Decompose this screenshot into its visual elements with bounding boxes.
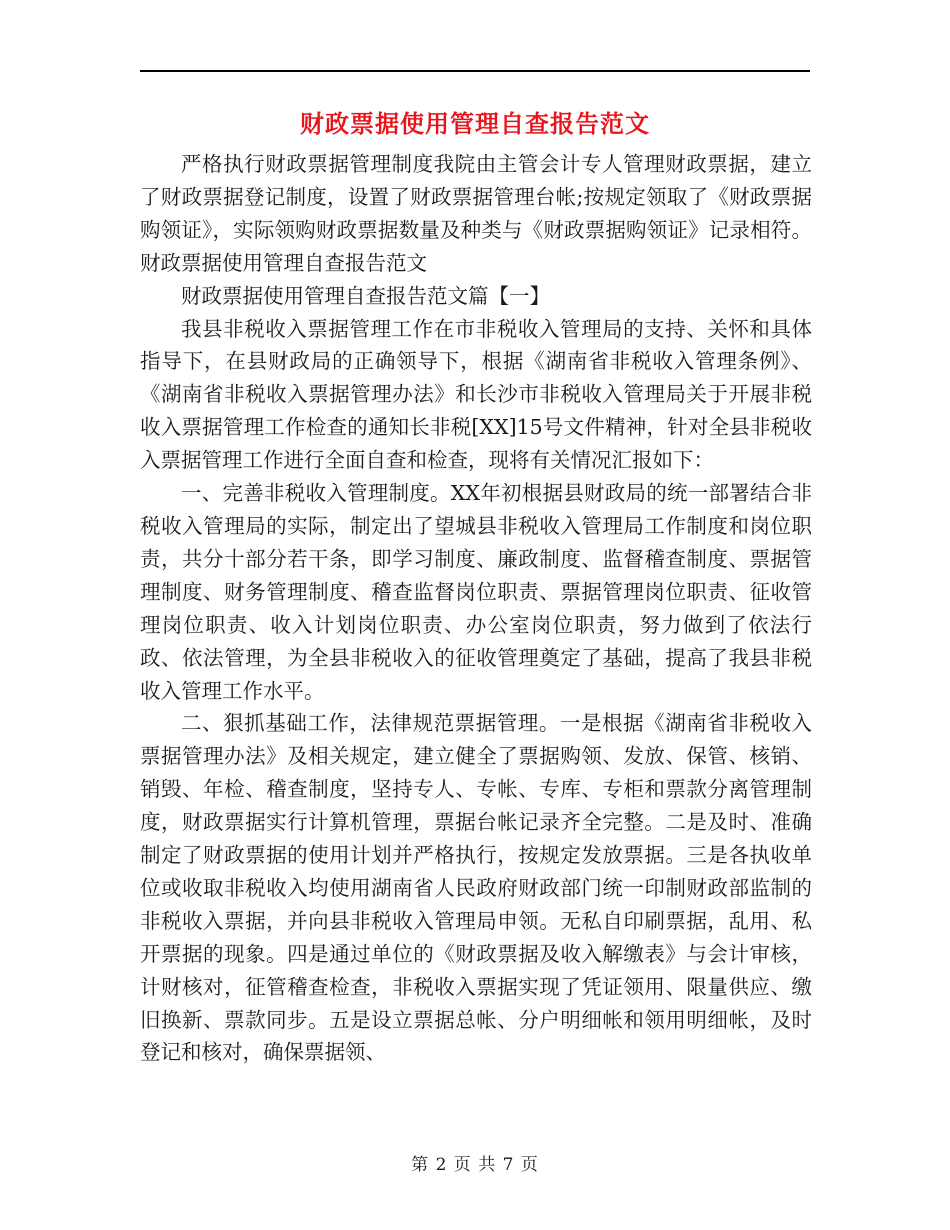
paragraph-intro: 严格执行财政票据管理制度我院由主管会计专人管理财政票据，建立了财政票据登记制度，设置了财政票据管理台帐;按规定领取了《财政票据购领证》，实际领购财政票据数量及种类与《财政票据购领证》记录相符。财政票据使用管理自查报告范文 bbox=[140, 152, 812, 275]
page-footer bbox=[0, 1150, 950, 1175]
paragraph-point-one: 一、完善非税收入管理制度。XX年初根据县财政局的统一部署结合非税收入管理局的实际，制定出了望城县非税收入管理局工作制度和岗位职责，共分十部分若干条，即学习制度、廉政制度、监督稽查制度、票据管理制度、财务管理制度、稽查监督岗位职责、票据管理岗位职责、征收管理岗位职责、收入计划岗位职责、办公室岗位职责，努力做到了依法行政、依法管理，为全县非税收入的征收管理奠定了基础，提高了我县非税收入管理工作水平。 bbox=[140, 481, 812, 703]
document-body bbox=[140, 148, 812, 1069]
paragraph-section-heading: 财政票据使用管理自查报告范文篇【一】 bbox=[181, 283, 550, 308]
header-rule bbox=[140, 70, 810, 72]
paragraph-point-two: 二、狠抓基础工作，法律规范票据管理。一是根据《湖南省非税收入票据管理办法》及相关规定，建立健全了票据购领、发放、保管、核销、销毁、年检、稽查制度，坚持专人、专帐、专库、专柜和票款分离管理制度，财政票据实行计算机管理，票据台帐记录齐全完整。二是及时、准确制定了财政票据的使用计划并严格执行，按规定发放票据。三是各执收单位或收取非税收入均使用湖南省人民政府财政部门统一印制财政部监制的非税收入票据，并向县非税收入管理局申领。无私自印刷票据，乱用、私开票据的现象。四是通过单位的《财政票据及收入解缴表》与会计审核，计财核对，征管稽查检查，非税收入票据实现了凭证领用、限量供应、缴旧换新、票款同步。五是设立票据总帐、分户明细帐和领用明细帐，及时登记和核对，确保票据领、 bbox=[140, 711, 812, 1065]
page-number: 第 2 页 共 7 页 bbox=[411, 1155, 539, 1175]
document-title: 财政票据使用管理自查报告范文 bbox=[300, 109, 650, 138]
paragraph-overview: 我县非税收入票据管理工作在市非税收入管理局的支持、关怀和具体指导下，在县财政局的正确领导下，根据《湖南省非税收入管理条例》、《湖南省非税收入票据管理办法》和长沙市非税收入管理局关于开展非税收入票据管理工作检查的通知长非税[XX]15号文件精神，针对全县非税收入票据管理工作进行全面自查和检查，现将有关情况汇报如下： bbox=[140, 316, 812, 473]
